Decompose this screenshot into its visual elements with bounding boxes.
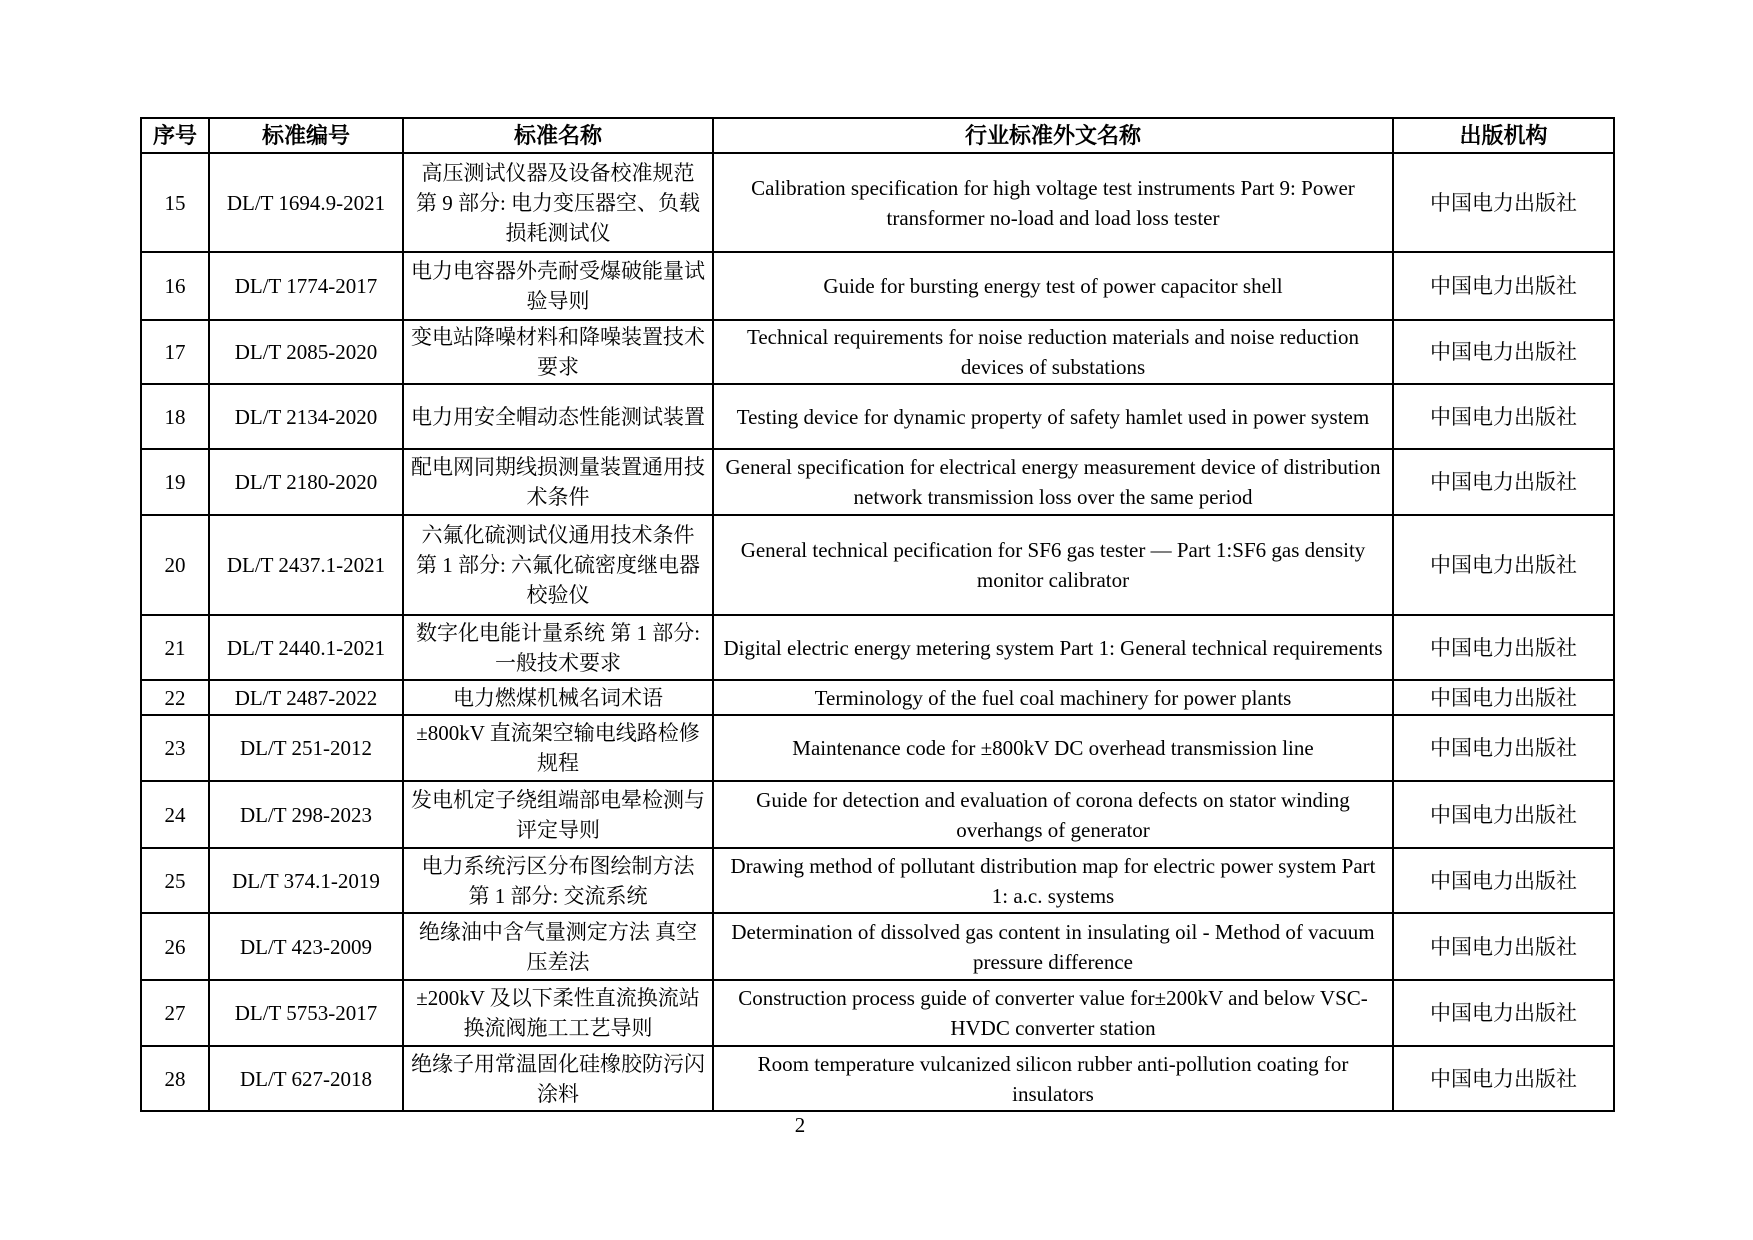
standard-code-cell: DL/T 374.1-2019 xyxy=(209,848,403,913)
table-row xyxy=(141,449,1614,515)
standard-name-en-cell: Guide for detection and evaluation of corona defects on stator winding overhangs of generator xyxy=(713,781,1393,848)
standard-name-zh-cell: 绝缘子用常温固化硅橡胶防污闪涂料 xyxy=(403,1046,713,1111)
column-header-standard-name: 标准名称 xyxy=(403,118,713,153)
column-header-standard-code: 标准编号 xyxy=(209,118,403,153)
standard-name-zh-cell: 电力系统污区分布图绘制方法 第 1 部分: 交流系统 xyxy=(403,848,713,913)
row-index-cell: 17 xyxy=(141,320,209,384)
publisher-cell: 中国电力出版社 xyxy=(1393,913,1614,980)
standard-name-zh-cell: ±200kV 及以下柔性直流换流站换流阀施工工艺导则 xyxy=(403,980,713,1046)
page-number: 2 xyxy=(794,1113,806,1137)
table-row xyxy=(141,980,1614,1046)
standard-code-cell: DL/T 5753-2017 xyxy=(209,980,403,1046)
standard-name-en-cell: General technical pecification for SF6 gas tester — Part 1:SF6 gas density monitor calibrator xyxy=(713,515,1393,615)
standard-code-cell: DL/T 423-2009 xyxy=(209,913,403,980)
standard-name-zh-cell: 电力用安全帽动态性能测试装置 xyxy=(403,384,713,449)
standard-name-en-cell: Terminology of the fuel coal machinery for power plants xyxy=(713,680,1393,715)
table-row xyxy=(141,615,1614,680)
table-header-row xyxy=(141,118,1614,153)
publisher-cell: 中国电力出版社 xyxy=(1393,252,1614,320)
row-index-cell: 16 xyxy=(141,252,209,320)
row-index-cell: 18 xyxy=(141,384,209,449)
standards-table xyxy=(140,117,1615,1112)
standard-name-en-cell: Maintenance code for ±800kV DC overhead transmission line xyxy=(713,715,1393,781)
row-index-cell: 27 xyxy=(141,980,209,1046)
standard-name-en-cell: General specification for electrical energy measurement device of distribution network transmission loss over the same period xyxy=(713,449,1393,515)
table-row xyxy=(141,1046,1614,1111)
publisher-cell: 中国电力出版社 xyxy=(1393,384,1614,449)
standard-code-cell: DL/T 2487-2022 xyxy=(209,680,403,715)
publisher-cell: 中国电力出版社 xyxy=(1393,449,1614,515)
row-index-cell: 25 xyxy=(141,848,209,913)
table-row xyxy=(141,781,1614,848)
standard-name-zh-cell: 高压测试仪器及设备校准规范 第 9 部分: 电力变压器空、负载损耗测试仪 xyxy=(403,153,713,252)
table-row xyxy=(141,680,1614,715)
publisher-cell: 中国电力出版社 xyxy=(1393,1046,1614,1111)
standard-name-en-cell: Construction process guide of converter value for±200kV and below VSC-HVDC converter station xyxy=(713,980,1393,1046)
standard-name-zh-cell: 变电站降噪材料和降噪装置技术要求 xyxy=(403,320,713,384)
standard-name-en-cell: Determination of dissolved gas content in insulating oil - Method of vacuum pressure difference xyxy=(713,913,1393,980)
column-header-index: 序号 xyxy=(141,118,209,153)
table-row xyxy=(141,153,1614,252)
row-index-cell: 28 xyxy=(141,1046,209,1111)
row-index-cell: 20 xyxy=(141,515,209,615)
table-row xyxy=(141,384,1614,449)
standard-code-cell: DL/T 2437.1-2021 xyxy=(209,515,403,615)
standard-code-cell: DL/T 298-2023 xyxy=(209,781,403,848)
standard-name-zh-cell: 绝缘油中含气量测定方法 真空压差法 xyxy=(403,913,713,980)
standard-name-en-cell: Technical requirements for noise reduction materials and noise reduction devices of substations xyxy=(713,320,1393,384)
standard-name-en-cell: Room temperature vulcanized silicon rubber anti-pollution coating for insulators xyxy=(713,1046,1393,1111)
publisher-cell: 中国电力出版社 xyxy=(1393,781,1614,848)
column-header-publisher: 出版机构 xyxy=(1393,118,1614,153)
publisher-cell: 中国电力出版社 xyxy=(1393,848,1614,913)
publisher-cell: 中国电力出版社 xyxy=(1393,615,1614,680)
standard-code-cell: DL/T 627-2018 xyxy=(209,1046,403,1111)
standard-name-zh-cell: 电力电容器外壳耐受爆破能量试验导则 xyxy=(403,252,713,320)
standard-name-en-cell: Testing device for dynamic property of safety hamlet used in power system xyxy=(713,384,1393,449)
standard-name-en-cell: Digital electric energy metering system Part 1: General technical requirements xyxy=(713,615,1393,680)
standard-name-en-cell: Guide for bursting energy test of power capacitor shell xyxy=(713,252,1393,320)
table-row xyxy=(141,515,1614,615)
standard-code-cell: DL/T 1774-2017 xyxy=(209,252,403,320)
publisher-cell: 中国电力出版社 xyxy=(1393,320,1614,384)
row-index-cell: 22 xyxy=(141,680,209,715)
row-index-cell: 23 xyxy=(141,715,209,781)
column-header-foreign-name: 行业标准外文名称 xyxy=(713,118,1393,153)
publisher-cell: 中国电力出版社 xyxy=(1393,153,1614,252)
standard-name-en-cell: Calibration specification for high voltage test instruments Part 9: Power transformer no-load and load loss tester xyxy=(713,153,1393,252)
table-row xyxy=(141,320,1614,384)
standard-code-cell: DL/T 2180-2020 xyxy=(209,449,403,515)
row-index-cell: 24 xyxy=(141,781,209,848)
standard-name-zh-cell: 六氟化硫测试仪通用技术条件 第 1 部分: 六氟化硫密度继电器校验仪 xyxy=(403,515,713,615)
row-index-cell: 26 xyxy=(141,913,209,980)
standard-name-en-cell: Drawing method of pollutant distribution map for electric power system Part 1: a.c. systems xyxy=(713,848,1393,913)
publisher-cell: 中国电力出版社 xyxy=(1393,515,1614,615)
standard-code-cell: DL/T 2134-2020 xyxy=(209,384,403,449)
table-row xyxy=(141,913,1614,980)
standard-name-zh-cell: ±800kV 直流架空输电线路检修规程 xyxy=(403,715,713,781)
publisher-cell: 中国电力出版社 xyxy=(1393,680,1614,715)
standard-name-zh-cell: 数字化电能计量系统 第 1 部分: 一般技术要求 xyxy=(403,615,713,680)
standard-name-zh-cell: 发电机定子绕组端部电晕检测与评定导则 xyxy=(403,781,713,848)
standard-name-zh-cell: 配电网同期线损测量装置通用技术条件 xyxy=(403,449,713,515)
table-row xyxy=(141,715,1614,781)
table-row xyxy=(141,848,1614,913)
row-index-cell: 21 xyxy=(141,615,209,680)
standard-code-cell: DL/T 2085-2020 xyxy=(209,320,403,384)
row-index-cell: 15 xyxy=(141,153,209,252)
row-index-cell: 19 xyxy=(141,449,209,515)
standard-code-cell: DL/T 2440.1-2021 xyxy=(209,615,403,680)
publisher-cell: 中国电力出版社 xyxy=(1393,980,1614,1046)
table-row xyxy=(141,252,1614,320)
standard-code-cell: DL/T 251-2012 xyxy=(209,715,403,781)
standard-name-zh-cell: 电力燃煤机械名词术语 xyxy=(403,680,713,715)
standard-code-cell: DL/T 1694.9-2021 xyxy=(209,153,403,252)
publisher-cell: 中国电力出版社 xyxy=(1393,715,1614,781)
